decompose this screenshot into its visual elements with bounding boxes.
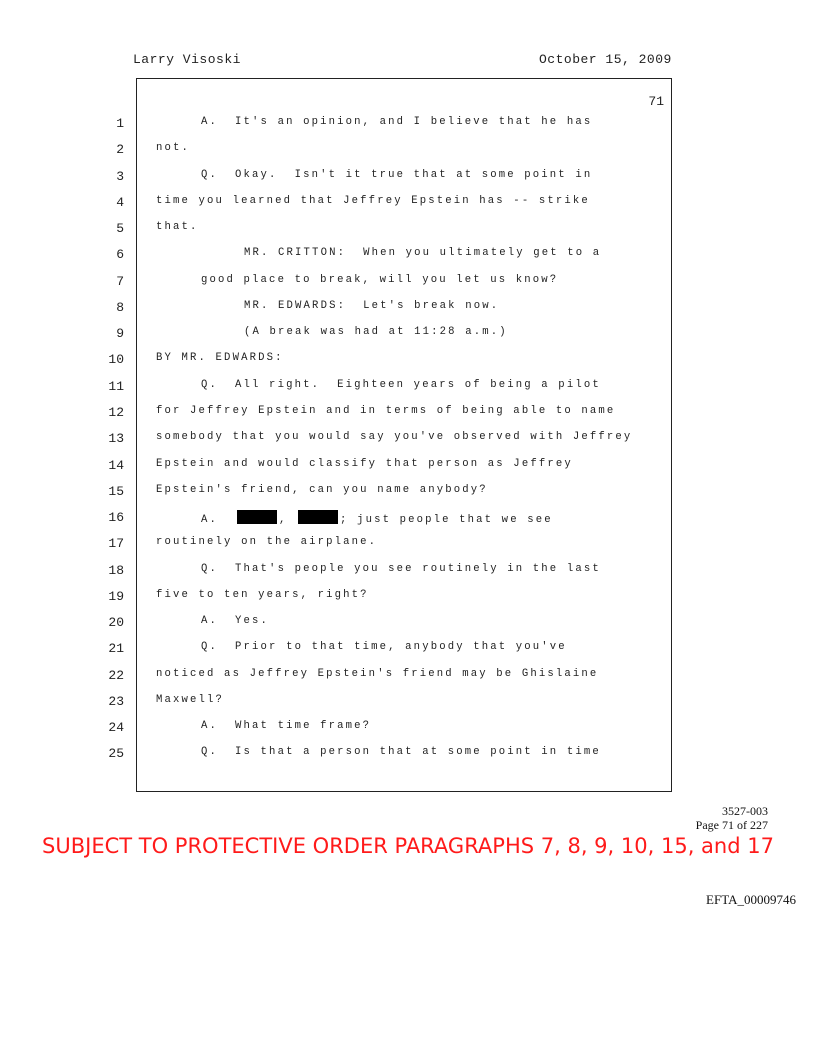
line-number: 20 xyxy=(108,615,124,631)
line-text xyxy=(156,589,369,601)
line-text-segment: for Jeffrey Epstein and in terms of being able to name xyxy=(156,404,616,417)
line-text xyxy=(156,142,190,154)
line-number: 9 xyxy=(116,326,124,342)
line-text xyxy=(244,300,499,312)
line-text-segment: Epstein and would classify that person as Jeffrey xyxy=(156,457,573,470)
deposition-date: October 15, 2009 xyxy=(539,52,672,67)
line-text-segment: MR. CRITTON: When you ultimately get to a xyxy=(244,247,602,260)
line-text-segment: Q. Prior to that time, anybody that you've xyxy=(201,641,567,654)
line-text-segment: five to ten years, right? xyxy=(156,588,369,601)
line-text xyxy=(156,431,632,443)
transcript-line xyxy=(0,376,816,402)
line-number: 23 xyxy=(108,693,124,709)
line-text xyxy=(201,274,558,286)
transcript-line xyxy=(0,717,816,743)
line-text xyxy=(156,694,224,706)
transcript-line xyxy=(0,743,816,769)
line-text xyxy=(156,352,284,364)
line-number: 8 xyxy=(116,299,124,315)
page-of-total: Page 71 of 227 xyxy=(695,818,768,832)
line-text-segment: , xyxy=(279,514,297,527)
transcript-line xyxy=(0,218,816,244)
line-number: 2 xyxy=(116,142,124,158)
protective-order-notice: SUBJECT TO PROTECTIVE ORDER PARAGRAPHS 7, 8, 9, 10, 15, and 17 xyxy=(42,834,774,858)
line-text xyxy=(156,536,377,548)
transcript-line xyxy=(0,560,816,586)
line-text xyxy=(156,458,573,470)
line-number: 17 xyxy=(108,536,124,552)
line-text xyxy=(156,405,615,417)
line-number: 24 xyxy=(108,720,124,736)
line-text-segment: Q. All right. Eighteen years of being a pilot xyxy=(201,378,601,391)
line-number: 13 xyxy=(108,431,124,447)
line-text xyxy=(156,668,598,680)
line-number: 4 xyxy=(116,194,124,210)
redaction-bar xyxy=(237,510,277,524)
bates-number: 3527-003 xyxy=(722,804,768,818)
line-text xyxy=(201,641,567,653)
line-number: 7 xyxy=(116,273,124,289)
line-number: 14 xyxy=(108,457,124,473)
line-text-segment: Q. That's people you see routinely in the last xyxy=(201,562,601,575)
line-text xyxy=(156,195,590,207)
transcript-page-number: 71 xyxy=(648,94,664,109)
transcript-line xyxy=(0,691,816,717)
transcript-line xyxy=(0,638,816,664)
line-text-segment: not. xyxy=(156,142,191,155)
transcript-line xyxy=(0,297,816,323)
transcript-line xyxy=(0,481,816,507)
line-text-segment: A. What time frame? xyxy=(201,720,372,733)
transcript-line xyxy=(0,244,816,270)
line-number: 6 xyxy=(116,247,124,263)
efta-id: EFTA_00009746 xyxy=(706,892,796,907)
line-text xyxy=(244,247,601,259)
line-text xyxy=(201,510,553,526)
line-text-segment: BY MR. EDWARDS: xyxy=(156,352,284,365)
line-number: 3 xyxy=(116,168,124,184)
transcript-line xyxy=(0,192,816,218)
transcript-line xyxy=(0,612,816,638)
transcript-line xyxy=(0,349,816,375)
line-number: 5 xyxy=(116,221,124,237)
transcript-line xyxy=(0,455,816,481)
line-text-segment: somebody that you would say you've observed with Jeffrey xyxy=(156,431,633,444)
line-text xyxy=(201,746,601,758)
line-text-segment: A. Yes. xyxy=(201,615,270,628)
line-number: 18 xyxy=(108,562,124,578)
transcript-line xyxy=(0,586,816,612)
transcript-line xyxy=(0,428,816,454)
line-text-segment: time you learned that Jeffrey Epstein has -- strike xyxy=(156,194,590,207)
line-text xyxy=(201,720,371,732)
line-text xyxy=(201,615,269,627)
line-text-segment: that. xyxy=(156,221,199,234)
line-text xyxy=(156,221,199,233)
line-text-segment: Q. Okay. Isn't it true that at some point in xyxy=(201,168,593,181)
line-text xyxy=(201,379,601,391)
line-text-segment: ; just people that we see xyxy=(340,514,553,527)
transcript-line xyxy=(0,323,816,349)
line-text xyxy=(201,116,592,128)
line-text-segment: (A break was had at 11:28 a.m.) xyxy=(244,326,508,339)
transcript-line xyxy=(0,507,816,533)
witness-name: Larry Visoski xyxy=(133,52,241,67)
line-number: 22 xyxy=(108,667,124,683)
line-text-segment: Q. Is that a person that at some point in time xyxy=(201,746,601,759)
transcript-line xyxy=(0,665,816,691)
transcript-line xyxy=(0,271,816,297)
redaction-bar xyxy=(298,510,338,524)
transcript-line xyxy=(0,533,816,559)
line-number: 21 xyxy=(108,641,124,657)
transcript-line xyxy=(0,113,816,139)
line-text-segment: routinely on the airplane. xyxy=(156,536,378,549)
line-text-segment: Maxwell? xyxy=(156,693,225,706)
line-text-segment: A. It's an opinion, and I believe that he has xyxy=(201,116,593,128)
transcript-line xyxy=(0,139,816,165)
line-text xyxy=(201,169,592,181)
line-text xyxy=(156,484,488,496)
line-text-segment: good place to break, will you let us know? xyxy=(201,273,559,286)
line-number: 16 xyxy=(108,510,124,526)
line-text xyxy=(201,563,601,575)
line-text xyxy=(244,326,508,338)
line-text-segment: Epstein's friend, can you name anybody? xyxy=(156,483,488,496)
transcript-line xyxy=(0,402,816,428)
line-number: 19 xyxy=(108,588,124,604)
line-number: 12 xyxy=(108,404,124,420)
transcript-line xyxy=(0,166,816,192)
line-number: 1 xyxy=(116,116,124,131)
line-number: 25 xyxy=(108,746,124,762)
line-text-segment: MR. EDWARDS: Let's break now. xyxy=(244,299,500,312)
line-text-segment: noticed as Jeffrey Epstein's friend may be Ghislaine xyxy=(156,667,599,680)
line-number: 11 xyxy=(108,378,124,394)
line-text-segment: A. xyxy=(201,514,236,527)
line-number: 15 xyxy=(108,483,124,499)
line-number: 10 xyxy=(108,352,124,368)
